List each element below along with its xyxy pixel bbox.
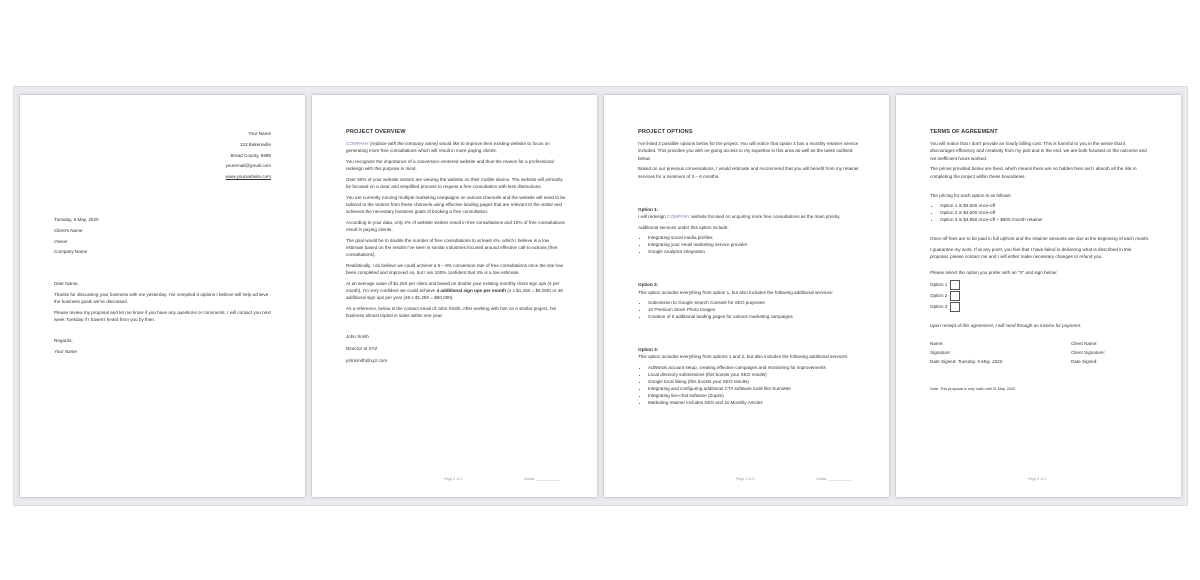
overview-paragraph: You recognize the importance of a conversion-centered website and thus the reason for a professional redesign with this purpose in mind. (346, 159, 554, 172)
options-content (638, 129, 859, 406)
overview-reference: As a reference, below is the contact email of John Smith. After working with him on a similar project, his business almost tripled in sales within one year: (346, 306, 556, 319)
options-intro: Based on our previous conversations, I would estimate and recommend that you will benefit from my retainer services for a minimum of 3 – 6 months. (638, 166, 859, 179)
sender-website[interactable]: www.yourwebsite.com (225, 174, 271, 180)
page-project-overview (312, 95, 597, 497)
client-date-signed-label: Date Signed: (1071, 359, 1098, 365)
signature-name: Your Name (54, 348, 77, 354)
list-item: • AdWords account setup, creating effective campaigns and monitoring for improvements (648, 364, 859, 371)
placeholder-hint: (replace with the company name) (370, 141, 439, 147)
contact-title: Director at XYZ (346, 346, 378, 352)
list-item: • Creation of 5 additional landing pages for various marketing campaigns (648, 313, 859, 320)
sender-block (225, 129, 271, 183)
option-2-checkbox[interactable] (950, 291, 960, 301)
date-signed-value: Tuesday, 5 May, 2020 (957, 359, 1003, 365)
estimate-text-end: (4 x $1,250 = $5,000) or 48 additional sign ups per year (48 x $1,250 = $60,000). (346, 288, 563, 301)
validity-note: Note: This proposal is only valid until 31 May, 2020 (930, 387, 1016, 392)
overview-estimate (346, 280, 567, 302)
option-2-text: This option includes everything from option 1, but also includes the following additional services: (638, 289, 834, 295)
section-title: PROJECT OPTIONS (638, 129, 693, 135)
price-item: • Option 1 is $3,500 once-off (940, 202, 1151, 209)
terms-paragraph: I guarantee my work. If at any point, you feel that I have failed in delivering what is described in this proposal, please contact me and I will either make necessary changes or refund you. (930, 247, 1132, 260)
letter-body (54, 280, 271, 358)
price-item: • Option 3 is $3,950 once-off + $500 /month retainer (940, 216, 1151, 223)
option-3-title: Option 3: (638, 347, 659, 353)
option-1-text-start: I will redesign (638, 213, 666, 219)
list-item: • Integrating social media profiles (648, 234, 859, 241)
recipient-block (54, 215, 99, 258)
terms-paragraph: The prices provided below are fixed, which means there are no hidden fees and I absorb all the risk in completing the project within these boundaries. (930, 166, 1137, 179)
date-signed (930, 357, 1071, 366)
option-row (930, 290, 1151, 301)
recipient-company: Company Name (54, 249, 88, 255)
sender-name: Your Name (248, 131, 271, 136)
section-title: TERMS OF AGREEMENT (930, 129, 998, 135)
page-number: Page 1 of 3 (444, 476, 463, 481)
sender-address: 123 Bakersville (239, 141, 271, 147)
option-row (930, 301, 1151, 312)
option-1-title: Option 1: (638, 206, 659, 212)
list-item: • Submission to Google Search Console for SEO purposes (648, 299, 859, 306)
client-signature-label: Client Signature: (1071, 350, 1105, 356)
sender-city: Bread County, 8888 (230, 152, 271, 158)
option-1-list (638, 234, 859, 255)
initials-field: Initials: ____________ (816, 476, 853, 481)
option-label: Option 2 (930, 293, 948, 299)
select-prompt: Please select the option you prefer with an "X" and sign below: (930, 269, 1058, 275)
page-cover-letter (20, 95, 305, 497)
closing: Regards, (54, 338, 73, 344)
page-number: Page 2 of 3 (736, 476, 755, 481)
estimate-text: At an average value of $1,250 per client and based on double your existing monthly client sign ups (4 per month), I'm very confident we could achieve (346, 280, 560, 294)
overview-paragraph: The goal would be to double the number of free consultations to at least 4%, which I believe is a low estimate based on the results I've seen in similar industries focused around effective call-to-actions (free consultations). (346, 237, 558, 258)
options-intro: I've listed 3 possible options below for the project. You will notice that option 3 has a monthly retainer service included. This provides you with on-going access to my expertise in this area as well as the tasks outlined below. (638, 141, 859, 161)
page-project-options (604, 95, 889, 497)
price-item: • Option 2 is $4,500 once-off (940, 209, 1151, 216)
overview-paragraph: According to your data, only 2% of website visitors result in free consultations and 10% of free consultations result in paying clients. (346, 220, 565, 233)
option-1-text (638, 213, 859, 220)
list-item: • 10 Premium Stock Photo Images (648, 306, 859, 313)
terms-paragraph: You will notice that I don't provide an hourly billing cost. This is harmful to you in the sense that it discourages efficiency and creativity from my part and in the end, we are both focused on the outcome and not inefficient hours worked. (930, 141, 1147, 161)
pricing-intro: The pricing for each option is as follows: (930, 192, 1012, 198)
option-2-list (638, 299, 859, 320)
list-item: • Google local listing (this boosts your SEO results) (648, 378, 859, 385)
overview-paragraph: Realistically, I do believe we could achieve a 6 – 8% conversion rate of free consultations once the site has been completed and improved on, but I am 100% confident that 4% is a low estimate. (346, 263, 563, 276)
overview-paragraph: Over 50% of your website visitors are viewing the website on their mobile device. The website will primarily be focused on a clear and simplified process to request a free consultation with less distractions. (346, 177, 563, 190)
page-terms-of-agreement (896, 95, 1181, 497)
option-1-subtitle: Additional services under this option include: (638, 224, 729, 230)
terms-paragraph: Once-off fees are to be paid in full upfront and the retainer amounts are due at the beginning of each month. (930, 236, 1150, 242)
recipient-title: Owner (54, 238, 68, 244)
overview-content (346, 129, 567, 367)
option-3-text: This option includes everything from options 1 and 2, but also includes the following additional services: (638, 354, 849, 360)
contact-email: johnsmith@xyz.com (346, 358, 388, 364)
pricing-list (930, 202, 1151, 223)
letter-paragraph: Thanks for discussing your business with me yesterday. I've compiled 3 options I believe will help achieve the business goals we've discussed. (54, 291, 269, 304)
section-title: PROJECT OVERVIEW (346, 129, 406, 135)
option-1-text-end: website focused on acquiring more free consultations as the main priority. (691, 213, 841, 219)
company-placeholder: COMPANY (667, 213, 690, 219)
contact-block (346, 331, 567, 367)
list-item: • Integrating and configuring additional CTA software tools like SumoMe (648, 385, 859, 392)
signature-label: Signature: (930, 350, 951, 356)
option-2-title: Option 2: (638, 282, 659, 288)
overview-intro (346, 140, 567, 154)
company-placeholder: COMPANY (346, 141, 369, 147)
estimate-highlight: 4 additional sign ups per month (436, 288, 506, 294)
terms-content (930, 129, 1151, 394)
option-checkbox-list (930, 279, 1151, 312)
option-3-list (638, 364, 859, 406)
list-item: • Integrating live-chat software (Zopim) (648, 392, 859, 399)
letter-date: Tuesday, 5 May, 2020 (54, 217, 99, 222)
option-label: Option 1 (930, 282, 948, 288)
page-number: Page 3 of 3 (1028, 476, 1047, 481)
overview-paragraph: You are currently running multiple marketing campaigns on various channels and the website will need to be tailored to the visitors from these channels using effective landing pages that are relevant to the visitor and achieves the necessary business goals of booking a free consultation. (346, 194, 566, 215)
sender-email: youremail@gmail.com (225, 163, 271, 169)
list-item: • Integrating your email marketing service provider (648, 241, 859, 248)
list-item: • Marketing retainer includes SEO and 2x Monthly Articles (648, 399, 859, 406)
salutation: Dear Name, (54, 281, 79, 286)
list-item: • Google Analytics integration (648, 248, 859, 255)
date-signed-label: Date Signed: (930, 359, 957, 365)
name-label: Name: (930, 341, 944, 347)
letter-paragraph: Please review my proposal and let me know if you have any questions or comments. I will contact you next week Tuesday if I haven't heard from you by then. (54, 309, 271, 322)
client-name-label: Client Name: (1071, 341, 1098, 347)
option-row (930, 279, 1151, 290)
list-item: • Local directory submissions (this boosts your SEO results) (648, 371, 859, 378)
option-1-checkbox[interactable] (950, 280, 960, 290)
recipient-name: Client's Name (54, 227, 83, 233)
contact-name: John Smith (346, 334, 369, 340)
receipt-note: Upon receipt of this agreement, I will send through an invoice for payment. (930, 323, 1082, 329)
signature-table (930, 339, 1151, 366)
initials-field: Initials: ____________ (524, 476, 561, 481)
option-label: Option 3 (930, 304, 948, 310)
option-3-checkbox[interactable] (950, 302, 960, 312)
intro-text: would like to improve their existing website to focus on generating more free consultations which will result in more paying clients. (346, 141, 550, 154)
